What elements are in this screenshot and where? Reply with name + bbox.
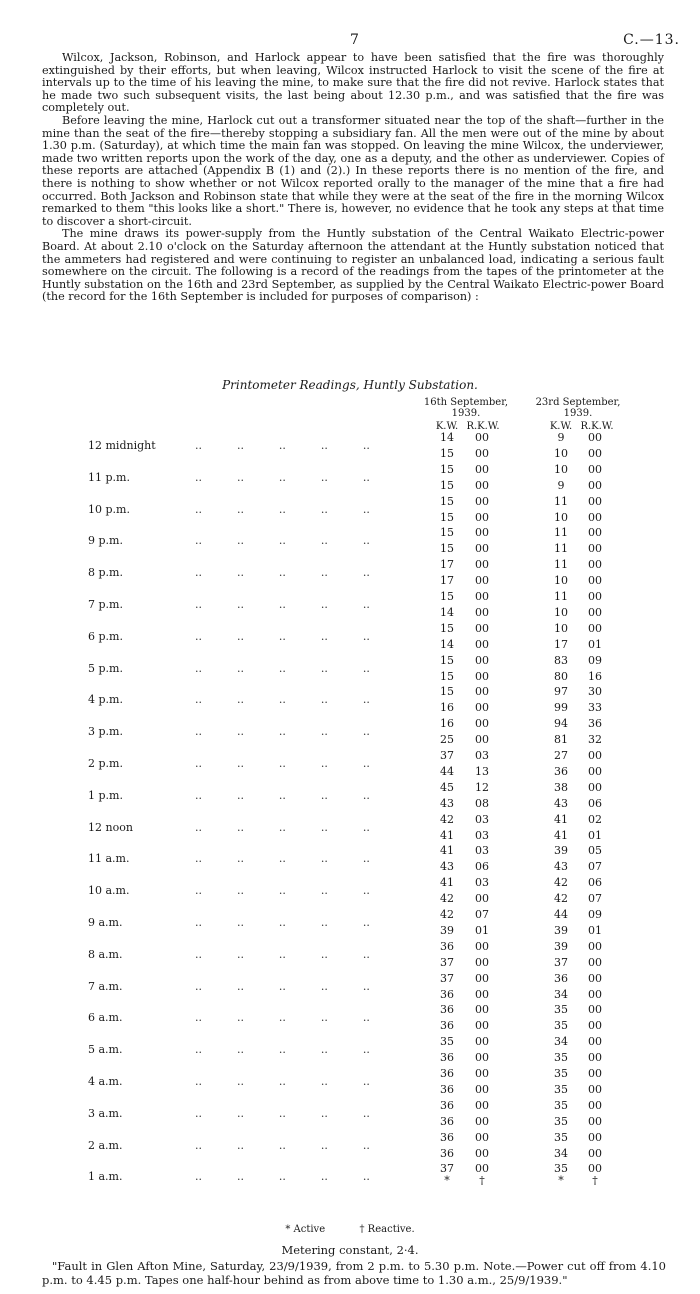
rkw16-value: 00 [475,1019,489,1033]
kw16-value: 36 [440,1003,454,1017]
kw23-value: 35 [554,1130,568,1144]
kw16-value: 42 [440,812,454,826]
dot-leaders: .. .. .. .. .. [195,788,370,802]
kw23-value: 39 [554,939,568,953]
kw23-value: 42 [554,892,568,906]
rkw23-value: 01 [588,923,602,937]
rkw23-value: 00 [588,1003,602,1017]
kw16-value: 37 [440,955,454,969]
kw23-value: 35 [554,1082,568,1096]
rkw16-value: 00 [475,1035,489,1049]
kw23-value: 41 [554,828,568,842]
legend [0,1224,700,1235]
kw23-value: 27 [554,749,568,762]
kw16-value: 45 [440,780,454,794]
dot-leaders: .. .. .. .. .. [195,1074,370,1088]
reactive-marker: † [479,1174,485,1188]
rkw23-value: 00 [588,446,602,460]
kw23-value: 34 [554,987,568,1001]
kw23-value: 99 [554,701,568,715]
kw16-value: 15 [440,446,454,460]
time-label: 10 a.m. [88,884,130,898]
kw16-value: 14 [440,605,454,619]
rkw23-value: 00 [588,1130,602,1144]
time-label: 4 a.m. [88,1074,123,1088]
kw16-value: 43 [440,796,454,810]
kw16-value: 36 [440,1051,454,1065]
kw16-value: 15 [440,478,454,492]
kw23-value: 39 [554,844,568,858]
time-label: 5 p.m. [88,661,123,675]
dot-leaders: .. .. .. .. .. [195,470,370,484]
dot-leaders: .. .. .. .. .. [195,566,370,580]
rkw23-value: 00 [588,1082,602,1096]
kw16-value: 15 [440,526,454,540]
reactive-marker: † [592,1174,598,1188]
rkw16-value: 00 [475,1082,489,1096]
kw23-value: 34 [554,1035,568,1049]
kw16-value: 17 [440,574,454,588]
time-label: 2 a.m. [88,1138,123,1152]
kw16-value: 15 [440,462,454,476]
kw16-value: 36 [440,1098,454,1112]
time-label: 1 p.m. [88,788,123,802]
kw23-value: 10 [554,605,568,619]
dot-leaders: .. .. .. .. .. [195,756,370,770]
legend-active: * Active [285,1224,326,1235]
kw16-value: 36 [440,1082,454,1096]
rkw16-value: 00 [475,494,489,508]
rkw16-value: 00 [475,653,489,667]
kw23-value: 42 [554,876,568,890]
rkw16-value: 00 [475,558,489,572]
kw16-value: 15 [440,669,454,683]
kw16-value: 15 [440,510,454,524]
kw16-value: 37 [440,971,454,985]
kw23-value: 39 [554,923,568,937]
rkw23-value: 00 [588,462,602,476]
rkw23-value: 07 [588,892,602,906]
rkw23-value: 00 [588,542,602,556]
rkw23-value: 00 [588,1162,602,1176]
rkw23-value: 09 [588,908,602,921]
rkw23-value: 00 [588,605,602,619]
dot-leaders: .. .. .. .. .. [195,502,370,516]
time-label: 7 p.m. [88,597,123,611]
rkw16-value: 00 [475,431,489,444]
rkw16-value: 03 [475,749,489,762]
dot-leaders: .. .. .. .. .. [195,629,370,643]
paragraph-3: The mine draws its power-supply from the Huntly substation of the Central Waikato Electric-power Board. At about 2.10 o'clock on the Saturday afternoon the attendant at the Huntly substation noticed that the ammeters had registered and were continuing to register an unbalanced load, indicating a serious fault somewhere on the circuit. The following is a record of the readings from the tapes of the printometer at the Huntly substation on the 16th and 23rd September, as supplied by the Central Waikato Electric-power Board (the record for the 16th September is included for purposes of comparison) : [42,227,664,304]
rkw16-value: 00 [475,733,489,747]
rkw16-value: 00 [475,1098,489,1112]
time-label: 7 a.m. [88,979,123,993]
rkw16-value: 00 [475,621,489,635]
rkw16-value: 01 [475,923,489,937]
kw23-value: 10 [554,574,568,588]
kw16-value: 36 [440,1019,454,1033]
time-label: 11 p.m. [88,470,130,484]
dot-leaders: .. .. .. .. .. [195,915,370,929]
rkw23-value: 00 [588,510,602,524]
kw16-value: 16 [440,701,454,715]
rkw23-value: 02 [588,812,602,826]
time-label: 10 p.m. [88,502,130,516]
time-label: 6 p.m. [88,629,123,643]
rkw23-value: 00 [588,764,602,778]
time-label: 6 a.m. [88,1011,123,1025]
kw16-value: 35 [440,1035,454,1049]
rkw16-value: 00 [475,1162,489,1176]
time-label: 8 p.m. [88,566,123,580]
col-header-16-september: 16th September, 1939. [423,397,509,419]
kw23-value: 43 [554,796,568,810]
rkw16-value: 00 [475,669,489,683]
rkw16-value: 00 [475,701,489,715]
dot-leaders: .. .. .. .. .. [195,693,370,707]
dot-leaders: .. .. .. .. .. [195,725,370,739]
rkw23-value: 00 [588,939,602,953]
time-label: 2 p.m. [88,756,123,770]
rkw16-value: 06 [475,860,489,874]
rkw23-value: 00 [588,558,602,572]
rkw23-value: 06 [588,796,602,810]
rkw23-value: 00 [588,987,602,1001]
rkw23-value: 01 [588,637,602,651]
metering-constant: Metering constant, 2·4. [281,1243,419,1257]
body-text [42,52,664,304]
time-label: 12 noon [88,820,133,834]
rkw16-value: 00 [475,1114,489,1128]
kw23-value: 35 [554,1019,568,1033]
rkw16-value: 00 [475,987,489,1001]
kw23-value: 35 [554,1003,568,1017]
rkw23-value: 00 [588,478,602,492]
rkw16-value: 00 [475,637,489,651]
rkw23-value: 00 [588,1098,602,1112]
dot-leaders: .. .. .. .. .. [195,1138,370,1152]
kw23-value: 80 [554,669,568,683]
kw23-value: 43 [554,860,568,874]
dot-leaders: .. .. .. .. .. [195,1106,370,1120]
rkw-header-16: R.K.W. [466,421,500,432]
kw16-value: 44 [440,764,454,778]
rkw23-value: 00 [588,1114,602,1128]
rkw23-value: 00 [588,590,602,603]
time-label: 4 p.m. [88,693,123,707]
kw23-value: 11 [554,526,568,540]
rkw23-value: 00 [588,494,602,508]
dot-leaders: .. .. .. .. .. [195,1011,370,1025]
document-code: C.—13. [623,32,680,48]
rkw23-value: 09 [588,653,602,667]
time-label: 1 a.m. [88,1170,123,1184]
kw16-value: 15 [440,590,454,603]
kw16-value: 36 [440,1146,454,1160]
kw16-value: 43 [440,860,454,874]
rkw23-value: 30 [588,685,602,699]
time-label: 9 a.m. [88,915,123,929]
rkw16-value: 00 [475,971,489,985]
rkw23-value: 00 [588,955,602,969]
rkw23-value: 01 [588,828,602,842]
rkw16-value: 00 [475,1067,489,1080]
kw23-value: 36 [554,764,568,778]
paragraph-1: Wilcox, Jackson, Robinson, and Harlock appear to have been satisfied that the fire was thoroughly extinguished by their efforts, but when leaving, Wilcox instructed Harlock to visit the scene of the fire at intervals up to the time of his leaving the mine, to make sure that the fire did not revive. Harlock states that he made two such subsequent visits, the last being about 12.30 p.m., and was satisfied that the fire was completely out. [42,51,664,115]
rkw16-value: 00 [475,1051,489,1065]
kw23-value: 97 [554,685,568,699]
kw16-value: 15 [440,685,454,699]
kw16-value: 36 [440,1114,454,1128]
fault-note-quote [42,1259,666,1287]
kw16-value: 36 [440,1130,454,1144]
rkw16-value: 00 [475,1003,489,1017]
dot-leaders: .. .. .. .. .. [195,979,370,993]
kw16-value: 37 [440,749,454,762]
kw16-value: 41 [440,876,454,890]
kw16-value: 39 [440,923,454,937]
kw23-value: 37 [554,955,568,969]
legend-reactive: † Reactive. [359,1224,415,1235]
rkw23-value: 00 [588,574,602,588]
rkw16-value: 00 [475,1130,489,1144]
kw23-value: 38 [554,780,568,794]
rkw16-value: 03 [475,876,489,890]
kw23-value: 17 [554,637,568,651]
kw16-value: 25 [440,733,454,747]
kw23-value: 35 [554,1098,568,1112]
fault-note-text: "Fault in Glen Afton Mine, Saturday, 23/9/1939, from 2 p.m. to 5.30 p.m. Note.—Power cut off from 4.10 p.m. to 4.45 p.m. Tapes one half-hour behind as from above time to 1.30 a.m., 25/9/1939." [42,1259,666,1287]
kw23-value: 94 [554,717,568,731]
kw16-value: 36 [440,1067,454,1080]
kw23-value: 81 [554,733,568,747]
kw-header-23: K.W. [549,421,573,432]
rkw23-value: 33 [588,701,602,715]
dot-leaders: .. .. .. .. .. [195,947,370,961]
rkw23-value: 00 [588,431,602,444]
rkw23-value: 00 [588,749,602,762]
kw23-value: 9 [557,431,565,444]
rkw16-value: 00 [475,574,489,588]
rkw16-value: 07 [475,908,489,921]
kw23-value: 10 [554,462,568,476]
rkw23-value: 00 [588,780,602,794]
kw23-value: 11 [554,494,568,508]
kw23-value: 10 [554,621,568,635]
dot-leaders: .. .. .. .. .. [195,661,370,675]
kw23-value: 10 [554,510,568,524]
kw16-value: 41 [440,844,454,858]
rkw23-value: 36 [588,717,602,731]
active-marker: * [444,1174,450,1188]
rkw-header-23: R.K.W. [580,421,614,432]
rkw16-value: 00 [475,605,489,619]
rkw16-value: 03 [475,812,489,826]
kw23-value: 11 [554,590,568,603]
rkw16-value: 00 [475,685,489,699]
rkw23-value: 00 [588,621,602,635]
kw16-value: 15 [440,621,454,635]
rkw16-value: 03 [475,828,489,842]
rkw16-value: 00 [475,590,489,603]
rkw23-value: 07 [588,860,602,874]
kw23-value: 35 [554,1114,568,1128]
rkw16-value: 00 [475,462,489,476]
kw23-value: 9 [557,478,565,492]
kw16-value: 16 [440,717,454,731]
rkw23-value: 00 [588,1035,602,1049]
kw23-value: 11 [554,542,568,556]
kw16-value: 17 [440,558,454,572]
kw16-value: 42 [440,892,454,906]
dot-leaders: .. .. .. .. .. [195,1170,370,1184]
rkw16-value: 00 [475,478,489,492]
time-label: 5 a.m. [88,1043,123,1057]
dot-leaders: .. .. .. .. .. [195,852,370,866]
kw23-value: 83 [554,653,568,667]
kw16-value: 15 [440,653,454,667]
dot-leaders: .. .. .. .. .. [195,597,370,611]
kw23-value: 11 [554,558,568,572]
time-label: 12 midnight [88,438,156,452]
rkw23-value: 32 [588,733,602,747]
kw23-value: 36 [554,971,568,985]
kw16-value: 36 [440,939,454,953]
rkw16-value: 00 [475,717,489,731]
dot-leaders: .. .. .. .. .. [195,438,370,452]
rkw16-value: 00 [475,510,489,524]
rkw16-value: 08 [475,796,489,810]
kw16-value: 15 [440,542,454,556]
kw23-value: 35 [554,1051,568,1065]
active-marker: * [558,1174,564,1188]
kw23-value: 44 [554,908,568,921]
rkw16-value: 00 [475,526,489,540]
rkw16-value: 13 [475,764,489,778]
time-label: 3 p.m. [88,725,123,739]
rkw16-value: 03 [475,844,489,858]
kw16-value: 36 [440,987,454,1001]
rkw23-value: 06 [588,876,602,890]
kw16-value: 14 [440,431,454,444]
col-header-23-september: 23rd September, 1939. [535,397,621,419]
kw16-value: 42 [440,908,454,921]
kw-header-16: K.W. [435,421,459,432]
page-number: 7 [350,32,359,48]
rkw23-value: 00 [588,971,602,985]
rkw16-value: 00 [475,892,489,906]
rkw23-value: 00 [588,1146,602,1160]
rkw23-value: 00 [588,1067,602,1080]
dot-leaders: .. .. .. .. .. [195,820,370,834]
kw16-value: 15 [440,494,454,508]
rkw23-value: 00 [588,1051,602,1065]
rkw16-value: 00 [475,955,489,969]
kw23-value: 10 [554,446,568,460]
kw23-value: 41 [554,812,568,826]
time-label: 3 a.m. [88,1106,123,1120]
dot-leaders: .. .. .. .. .. [195,884,370,898]
time-label: 9 p.m. [88,534,123,548]
rkw16-value: 00 [475,446,489,460]
kw16-value: 14 [440,637,454,651]
dot-leaders: .. .. .. .. .. [195,534,370,548]
rkw16-value: 00 [475,939,489,953]
kw23-value: 34 [554,1146,568,1160]
paragraph-2: Before leaving the mine, Harlock cut out a transformer situated near the top of the shaft—further in the mine than the seat of the fire—thereby stopping a subsidiary fan. All the men were out of the mine by about 1.30 p.m. (Saturday), at which time the main fan was stopped. On leaving the mine Wilcox, the underviewer, made two written reports upon the work of the day, one as a deputy, and the other as underviewer. Copies of these reports are attached (Appendix B (1) and (2).) In these reports there is no mention of the fire, and there is nothing to show whether or not Wilcox reported orally to the manager of the mine that a fire had occurred. Both Jackson and Robinson state that while they were at the seat of the fire in the morning Wilcox remarked to them "this looks like a short." There is, however, no evidence that he took any steps at that time to discover a short-circuit. [42,113,664,228]
kw23-value: 35 [554,1162,568,1176]
rkw23-value: 00 [588,526,602,540]
kw16-value: 41 [440,828,454,842]
rkw23-value: 00 [588,1019,602,1033]
dot-leaders: .. .. .. .. .. [195,1043,370,1057]
time-label: 8 a.m. [88,947,123,961]
kw23-value: 35 [554,1067,568,1080]
rkw23-value: 05 [588,844,602,858]
rkw16-value: 00 [475,542,489,556]
rkw16-value: 12 [475,780,489,794]
table-title: Printometer Readings, Huntly Substation. [222,378,478,392]
rkw16-value: 00 [475,1146,489,1160]
rkw23-value: 16 [588,669,602,683]
kw16-value: 37 [440,1162,454,1176]
time-label: 11 a.m. [88,852,130,866]
